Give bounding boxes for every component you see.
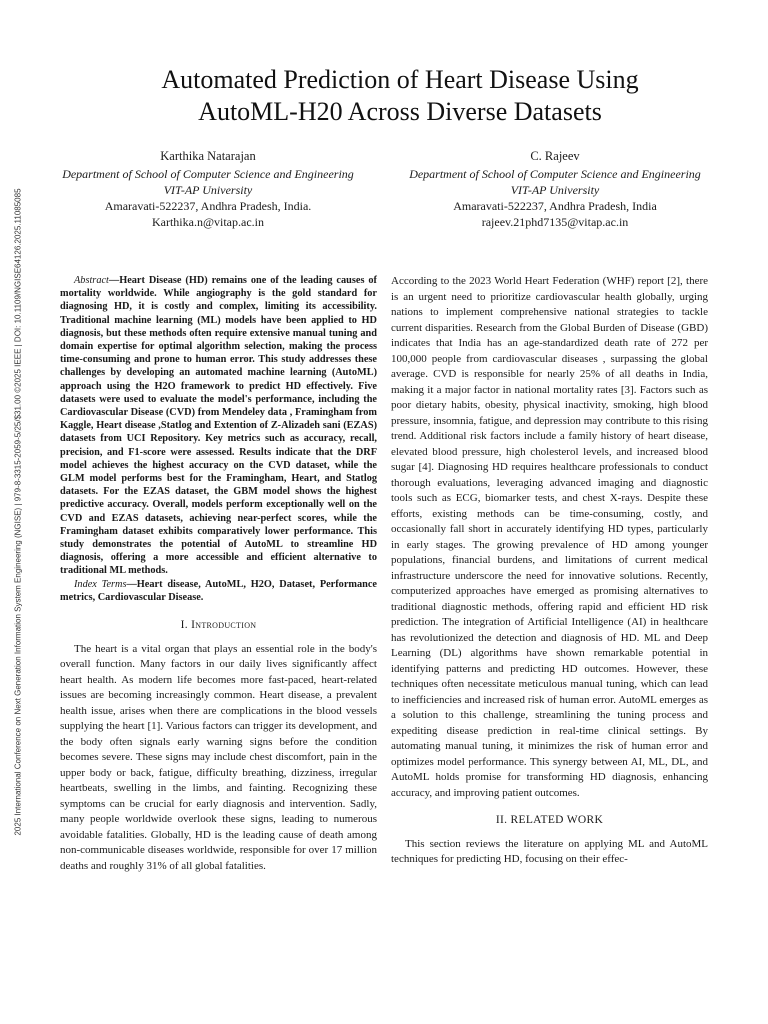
section-title: RELATED WORK <box>510 814 604 826</box>
section-heading-introduction <box>60 618 377 634</box>
author-block-1 <box>38 148 378 230</box>
author-name: C. Rajeev <box>530 149 580 163</box>
author-university: VIT-AP University <box>163 183 253 197</box>
author-email: Karthika.n@vitap.ac.in <box>151 215 264 229</box>
section-number: II. <box>495 814 508 826</box>
index-terms <box>60 578 377 604</box>
author-email: rajeev.21phd7135@vitap.ac.in <box>481 215 629 229</box>
left-column <box>60 274 377 874</box>
index-terms-label: Index Terms <box>74 578 127 590</box>
section-title: Introduction <box>191 619 257 632</box>
abstract-label: Abstract <box>74 275 109 286</box>
side-margin-note <box>0 0 36 1024</box>
author-address: Amaravati-522237, Andhra Pradesh, India <box>453 199 657 213</box>
author-department: Department of School of Computer Science and Engineering <box>62 167 354 181</box>
right-column <box>391 274 708 868</box>
section-heading-related-work <box>391 813 708 829</box>
paragraph: According to the 2023 World Heart Federation (WHF) report [2], there is an urgent need to prioritize cardiovascular health globally, urging nations to implement comprehensive national strategies to tackle current disparities. Research from the Global Burden of Disease (GBD) indicates that India has an age-standardized death rate of 272 per 100,000 people from cardiovascular diseases , surpassing the global average. CVD is responsible for nearly 25% of all deaths in India, making it a major factor in national mortality rates [3]. Factors such as poor dietary habits, obesity, physical inactivity, smoking, high blood pressure, insomnia, fatigue, and depression may contribute to this rising trend. Additional risk factors include a family history of heart disease, elevated blood pressure, high cholesterol levels, and increased blood sugar [4]. Diagnosing HD requires healthcare professionals to conduct thorough evaluations, leveraging advanced imaging and diagnostic tools such as ECG, biomarker tests, and chest X-rays. Despite these efforts, existing methods can be time-consuming, costly, and occasionally fall short in accurately identifying HD types, particularly in early stages. The growing prevalence of HD among younger populations, financial burdens, and limitations of current medical infrastructure underscore the need for innovative solutions. Recently, computerized approaches have emerged as promising alternatives to traditional diagnostic methods, offering rapid and efficient HD risk prediction. The integration of Artificial Intelligence (AI) in healthcare has revolutionized the detection and diagnosis of HD. ML and Deep Learning (DL) algorithms have shown remarkable potential in identifying patterns and predicting HD outcomes. However, these techniques often necessitate meticulous manual tuning, which can lead to inefficiencies and increased risk of human error. AutoML emerges as a solution to this challenge, streamlining the tuning process and expediting disease prediction in real-time clinical settings. By automating manual tuning, it minimizes the risk of human error and optimizes model performance. This synergy between AI, ML, DL, and AutoML holds promise for transforming HD diagnosis, enhancing accuracy, and improving patient outcomes. <box>391 275 708 799</box>
conference-doi-note: 2025 International Conference on Next Generation Information System Engineering (NGISE) | 979-8-3315-2059-5/25/$31.00 ©2025 IEEE | DOI: 10.1109/NGISE64126.2025.11085085 <box>13 188 23 836</box>
title-line-2: AutoML-H20 Across Diverse Datasets <box>198 97 602 126</box>
author-name: Karthika Natarajan <box>160 149 256 163</box>
title-line-1: Automated Prediction of Heart Disease Using <box>161 65 639 94</box>
abstract <box>60 274 377 578</box>
section-number: I. <box>180 619 188 632</box>
author-address: Amaravati-522237, Andhra Pradesh, India. <box>104 199 312 213</box>
abstract-text: —Heart Disease (HD) remains one of the leading causes of mortality worldwide. While angiography is the gold standard for diagnosing HD, it is costly and complex, limiting its accessibility. Traditional machine learning (ML) models have been applied to HD diagnosis, but these methods often require extensive manual tuning and domain expertise for optimal algorithm selection, making the process time-consuming and prone to human error. This study addresses these challenges by developing an automated machine learning (AutoML) approach using the H2O framework to predict HD effectively. Five datasets were used to evaluate the model's performance, including the Cardiovascular Disease (CVD) from Mendeley data , Framingham from Kaggle, Heart disease ,Statlog and Extention of Z-Alizadeh sani (EZAS) datasets from UCI Repository. Key metrics such as accuracy, recall, precision, and F1-score were assessed. Results indicate that the DRF model achieves the highest accuracy on the CVD dataset, while the GLM model performs best for the Framingham, Heart, and Statlog datasets. For the EZAS dataset, the GBM model shows the highest predictive accuracy. Overall, models perform exceptionally well on the CVD and EZAS datasets, achieving near-perfect scores, while the Framingham dataset exhibits comparatively lower performance. This study demonstrates the potential of AutoML to streamline HD diagnosis, offering a more accessible and efficient alternative to traditional ML methods. <box>60 275 377 577</box>
paragraph: The heart is a vital organ that plays an essential role in the body's overall function. Many factors in our daily lives significantly affect heart health. As modern life becomes more fast-paced, heart-related issues are becoming increasingly common. Heart disease, a prevalent health issue, arises when there are complications in the blood vessels supplying the heart [1]. Various factors can trigger its development, and the body often signals early warning signs before the condition becomes severe. These signs may include chest discomfort, pain in the upper body or back, fatigue, difficulty breathing, dizziness, irregular heartbeats, swelling in the limbs, and fainting. Recognizing these symptoms can be crucial for early diagnosis and intervention. Sadly, many people worldwide overlook these signs, leading to numerous avoidable fatalities. Globally, HD is the leading cause of death among non-communicable diseases worldwide, responsible for over 17 million deaths and roughly 31% of all global fatalities. <box>60 642 377 872</box>
paragraph: This section reviews the literature on applying ML and AutoML techniques for predicting HD, focusing on their effec- <box>391 837 708 865</box>
author-block-2 <box>380 148 730 230</box>
author-department: Department of School of Computer Science and Engineering <box>409 167 701 181</box>
author-university: VIT-AP University <box>510 183 600 197</box>
index-terms-text: —Heart disease, AutoML, H2O, Dataset, Performance metrics, Cardiovascular Disease. <box>60 578 377 603</box>
paper-title <box>60 64 740 128</box>
